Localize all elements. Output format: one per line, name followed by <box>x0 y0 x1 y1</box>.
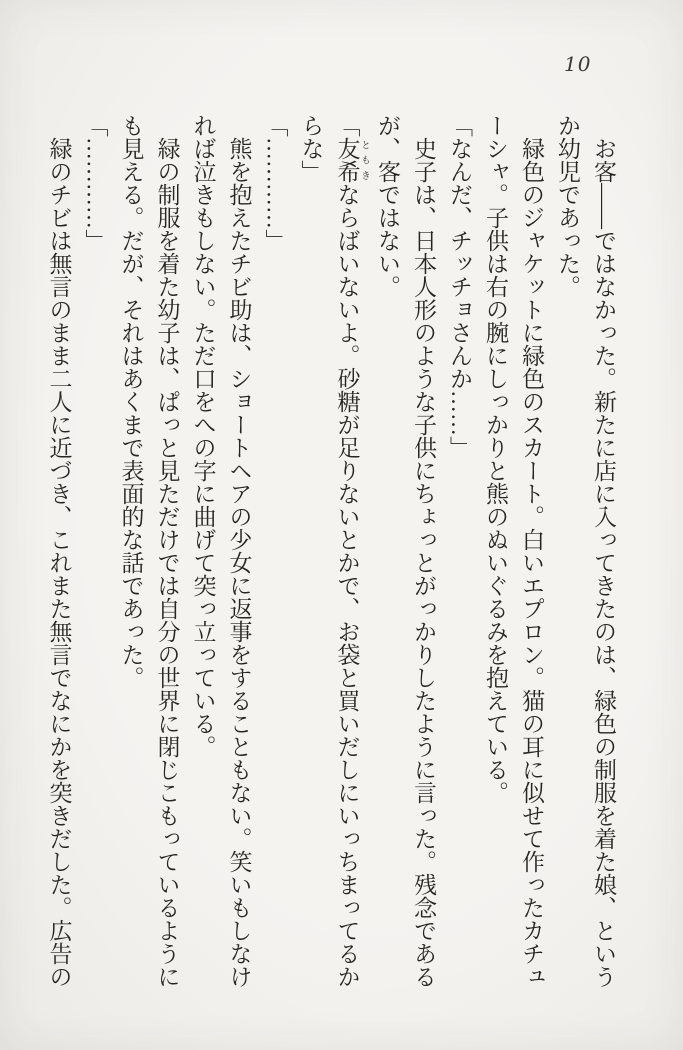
text-block <box>41 114 622 990</box>
paragraph: 「友希 ともきならばいないよ。砂糖が足りないとかで、お袋と買いだしにいっちまってるからな」 <box>298 114 369 988</box>
ruby-annotated-word: 友希 ともき <box>334 137 369 183</box>
paragraph: 「…………」 <box>262 114 288 252</box>
paragraph: 緑の制服を着た幼子は、ぱっと見ただけでは自分の世界に閉じこもっているようにも見える。だが、それはあくまで表面的な話であった。 <box>118 114 180 988</box>
paragraph: 熊を抱えたチビ助は、ショートヘアの少女に返事をすることもない。笑いもしなければ泣きもしない。ただ口をへの字に曲げて突っ立っている。 <box>190 114 252 988</box>
paragraph: 緑色のジャケットに緑色のスカート。白いエプロン。猫の耳に似せて作ったカチューシャ。子供は右の腕にしっかりと熊のぬいぐるみを抱えている。 <box>483 114 544 988</box>
paragraph: 「…………」 <box>82 114 108 252</box>
paragraph: 「なんだ、チッチョさんか……」 <box>447 114 472 459</box>
page-number: 10 <box>564 52 592 76</box>
paragraph: 史子は、日本人形のような子供にちょっとがっかりしたように言った。残念であるが、客ではない。 <box>375 114 436 988</box>
paragraph: 緑のチビは無言のまま二人に近づき、これまた無言でなにかを突きだした。広告の <box>46 137 72 988</box>
paragraph: お客――ではなかった。新たに店に入ってきたのは、緑色の制服を着た娘、というか幼児であった。 <box>555 114 616 988</box>
